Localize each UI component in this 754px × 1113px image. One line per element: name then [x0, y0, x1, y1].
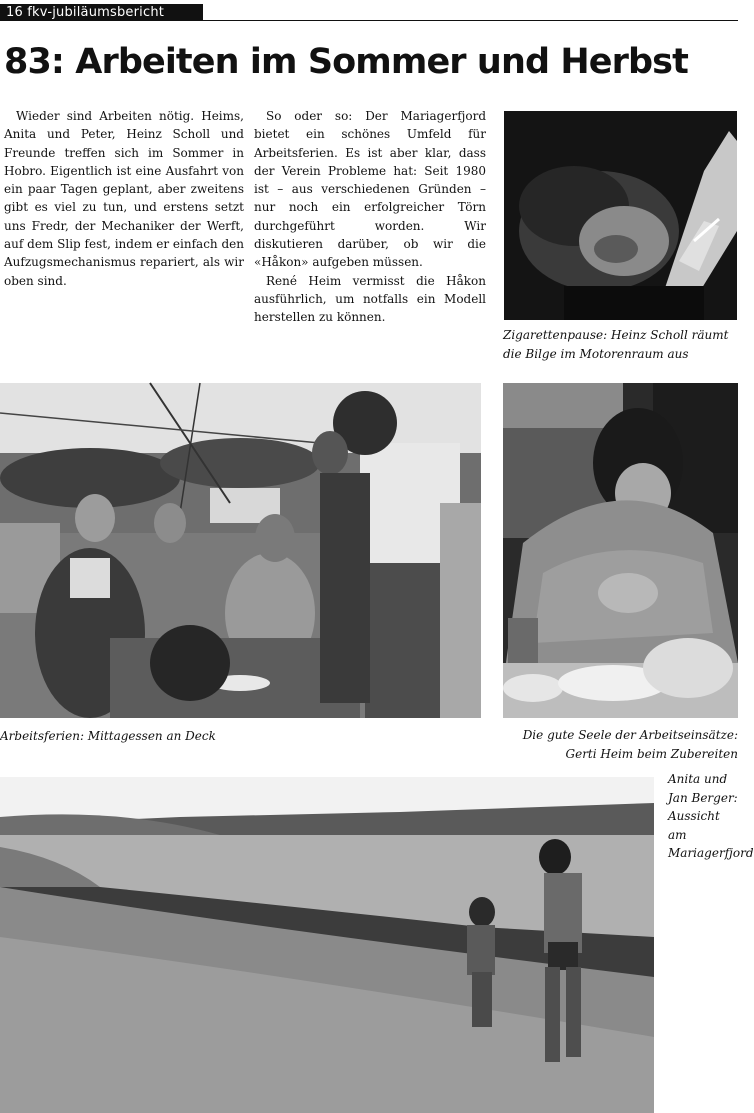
photo-cooking: [503, 383, 738, 718]
photo-cigarette-break: [504, 111, 737, 320]
caption-lunch-on-deck: Arbeitsferien: Mittagessen an Deck: [0, 729, 216, 743]
header-rule: [203, 20, 738, 21]
paragraph: Wieder sind Arbeiten nötig. Heims, Anita und Peter, Heinz Scholl und Freunde treffen sich im Sommer in Hobro. Eigentlich ist eine Ausfahrt von ein paar Tagen geplant, aber zweitens gibt es viel zu tun, und erstens setzt uns Fredr, der Mechaniker der Werft, auf dem Slip fest, indem er einfach den Aufzugsmechanismus repariert, als wir oben sind.: [4, 109, 244, 288]
article-column-1: [4, 107, 244, 290]
header-label: 16 fkv-jubiläumsbericht: [0, 4, 203, 21]
photo-fjord-view: [0, 777, 654, 1113]
photo-lunch-on-deck: [0, 383, 481, 718]
paragraph: René Heim vermisst die Håkon ausführlich, um notfalls ein Modell herstellen zu können.: [254, 273, 486, 325]
article-title: 83: Arbeiten im Sommer und Herbst: [4, 42, 688, 82]
caption-cigarette-break: Zigarettenpause: Heinz Scholl räumt die Bilge im Motorenraum aus: [503, 328, 729, 361]
caption-fjord-view: Anita und Jan Berger: Aussicht am Mariagerfjord: [668, 772, 754, 860]
running-header: [0, 4, 739, 22]
paragraph: So oder so: Der Mariagerfjord bietet ein schönes Umfeld für Arbeitsferien. Es ist aber klar, dass der Verein Probleme hat: Seit 1980 ist – aus verschiedenen Gründen – nur noch ein erfolgreicher Törn durchgeführt worden. Wir diskutieren darüber, ob wir die «Håkon» aufgeben müssen.: [254, 109, 486, 270]
caption-cooking: Die gute Seele der Arbeitseinsätze: Gerti Heim beim Zubereiten: [522, 728, 738, 761]
article-column-2: [254, 107, 486, 327]
